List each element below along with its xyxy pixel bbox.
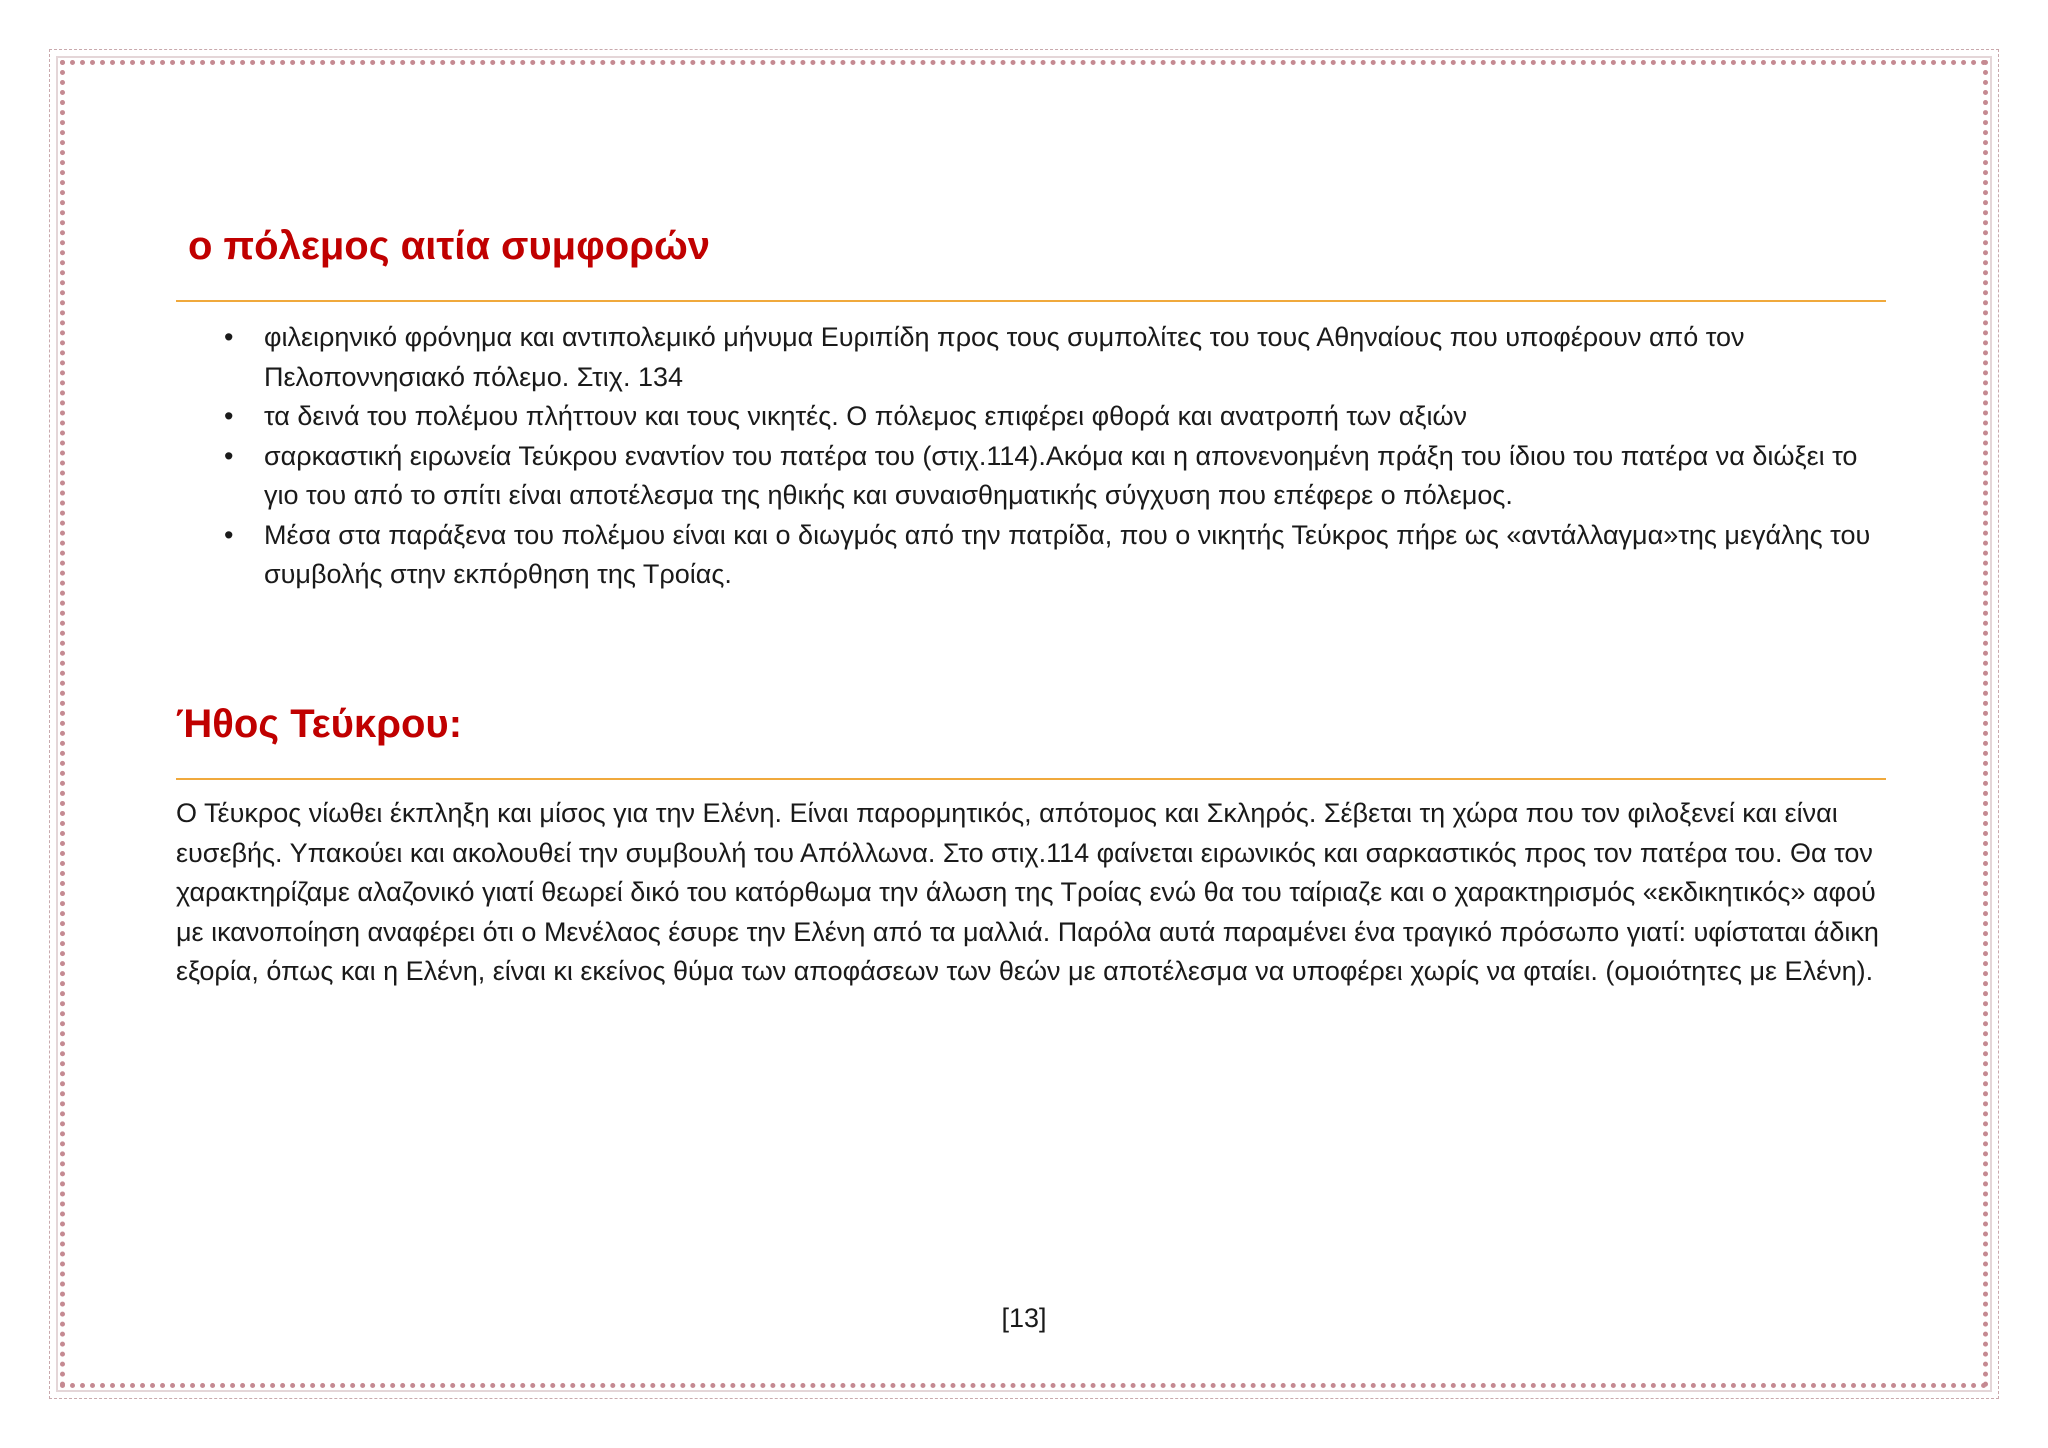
list-item bbox=[224, 516, 1884, 595]
list-item bbox=[224, 437, 1884, 516]
list-item-text: Μέσα στα παράξενα του πολέμου είναι και ο διωγμός από την πατρίδα, που ο νικητής Τεύκρος πήρε ως «αντάλλαγμα»της μεγάλης του συμβολής στην εκπόρθηση της Τροίας. bbox=[264, 519, 1871, 589]
section-title-war: ο πόλεμος αιτία συμφορών bbox=[188, 224, 710, 268]
heading-underline bbox=[176, 300, 1886, 302]
list-item bbox=[224, 397, 1884, 437]
bullet-list bbox=[224, 318, 1884, 595]
list-item-text: τα δεινά του πολέμου πλήττουν και τους νικητές. Ο πόλεμος επιφέρει φθορά και ανατροπή των αξιών bbox=[264, 401, 1468, 431]
heading-underline bbox=[176, 778, 1886, 780]
bullet-icon: • bbox=[224, 322, 234, 352]
bullet-icon: • bbox=[224, 401, 234, 431]
page-number: [13] bbox=[1001, 1303, 1047, 1333]
section-title-character: Ήθος Τεύκρου: bbox=[176, 702, 463, 746]
bullet-icon: • bbox=[224, 440, 234, 471]
list-item-text: φιλειρηνικό φρόνημα και αντιπολεμικό μήνυμα Ευριπίδη προς τους συμπολίτες του τους Αθηναίους που υποφέρουν από τον Πελοποννησιακό πόλεμο. Στιχ. 134 bbox=[264, 322, 1745, 392]
bullet-icon: • bbox=[224, 519, 234, 550]
body-paragraph: Ο Τέυκρος νίωθει έκπληξη και μίσος για την Ελένη. Είναι παρορμητικός, απότομος και Σκληρός. Σέβεται τη χώρα που τον φιλοξενεί και είναι ευσεβής. Υπακούει και ακολουθεί την συμβουλή του Απόλλωνα. Στο στιχ.114 φαίνεται ειρωνικός και σαρκαστικός προς τον πατέρα του. Θα τον χαρακτηρίζαμε αλαζονικό γιατί θεωρεί δικό του κατόρθωμα την άλωση της Τροίας ενώ θα του ταίριαζε και ο χαρακτηρισμός «εκδικητικός» αφού με ικανοποίηση αναφέρει ότι ο Μενέλαος έσυρε την Ελένη από τα μαλλιά. Παρόλα αυτά παραμένει ένα τραγικό πρόσωπο γιατί: υφίσταται άδικη εξορία, όπως και η Ελένη, είναι κι εκείνος θύμα των αποφάσεων των θεών με αποτέλεσμα να υποφέρει χωρίς να φταίει. (ομοιότητες με Ελένη). bbox=[176, 798, 1879, 986]
list-item-text: σαρκαστική ειρωνεία Τεύκρου εναντίον του πατέρα του (στιχ.114).Ακόμα και η απονενοημένη πράξη του ίδιου του πατέρα να διώξει το γιο του από το σπίτι είναι αποτέλεσμα της ηθικής και συναισθηματικής σύγχυση που επέφερε ο πόλεμος. bbox=[264, 440, 1858, 510]
list-item bbox=[224, 318, 1884, 397]
